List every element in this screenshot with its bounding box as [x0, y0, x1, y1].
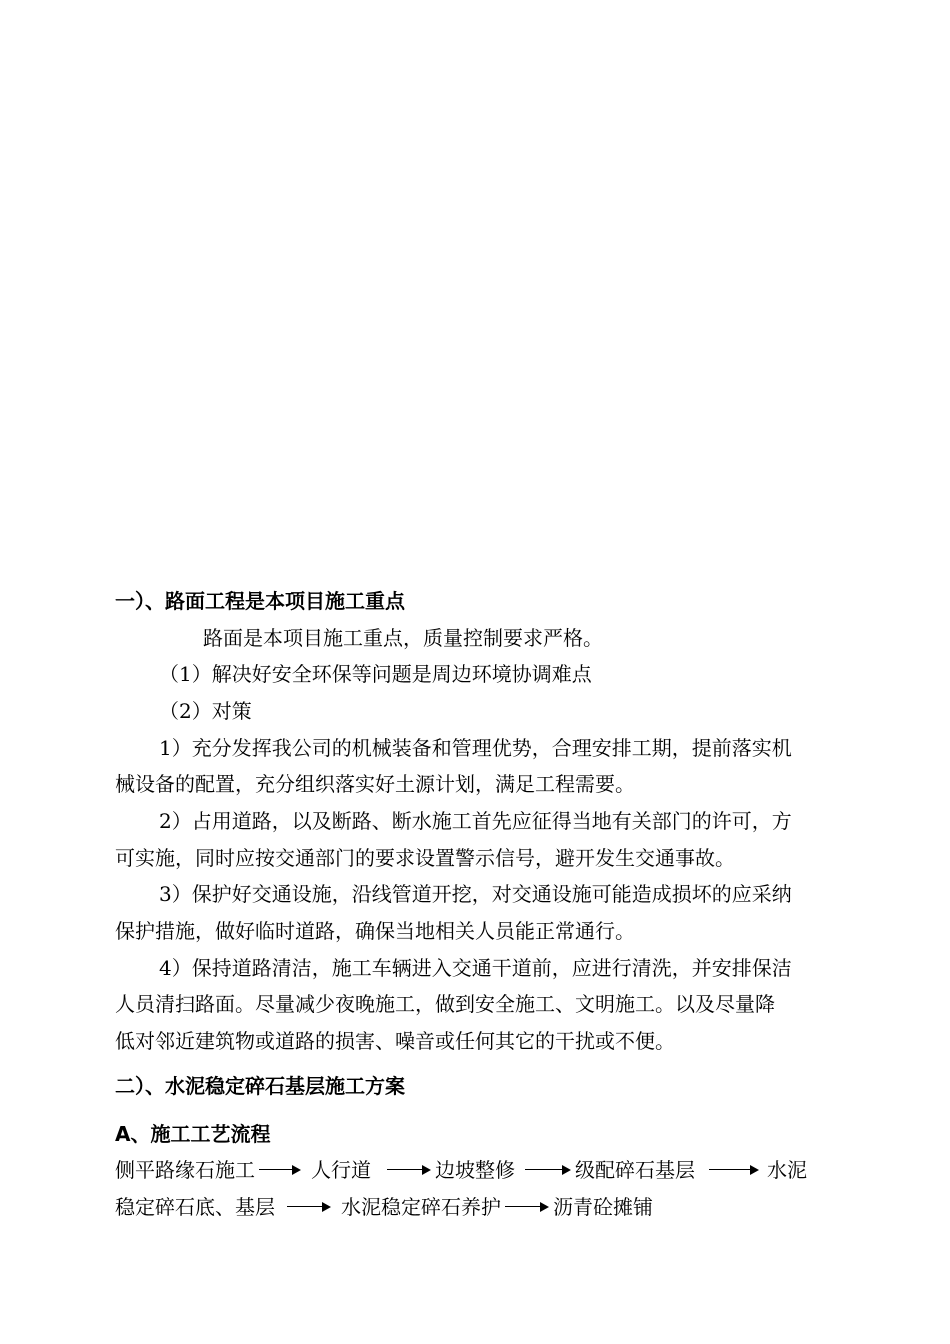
flow-step: 侧平路缘石施工: [115, 1158, 255, 1182]
arrow-right-icon: [387, 1164, 431, 1176]
arrow-right-icon: [709, 1164, 759, 1176]
arrow-right-icon: [525, 1164, 571, 1176]
arrow-right-icon: [259, 1164, 301, 1176]
section-heading-2: 二）、水泥稳定碎石基层施工方案: [115, 1074, 405, 1098]
flow-step: 水泥稳定碎石养护: [341, 1195, 501, 1219]
flow-step: 水泥: [767, 1158, 807, 1182]
paragraph-intro: 路面是本项目施工重点，质量控制要求严格。: [203, 626, 603, 650]
paragraph-3-line-2: 保护措施，做好临时道路，确保当地相关人员能正常通行。: [115, 919, 635, 943]
arrow-right-icon: [287, 1201, 331, 1213]
arrow-right-icon: [505, 1201, 549, 1213]
flow-step: 边坡整修: [435, 1158, 515, 1182]
process-flow-row-2: [115, 1193, 865, 1221]
paragraph-2-line-2: 可实施，同时应按交通部门的要求设置警示信号，避开发生交通事故。: [115, 846, 735, 870]
paragraph-2-line-1: 2）占用道路，以及断路、断水施工首先应征得当地有关部门的许可，方: [159, 809, 792, 833]
paragraph-3-line-1: 3）保护好交通设施，沿线管道开挖，对交通设施可能造成损坏的应采纳: [159, 882, 792, 906]
process-flow-row-1: [115, 1156, 865, 1184]
paragraph-1-line-2: 械设备的配置，充分组织落实好土源计划，满足工程需要。: [115, 772, 635, 796]
flow-step: 级配碎石基层: [575, 1158, 695, 1182]
section-heading-1: 一）、路面工程是本项目施工重点: [115, 589, 405, 613]
flow-step: 人行道: [311, 1158, 371, 1182]
paragraph-4-line-2: 人员清扫路面。尽量减少夜晚施工，做到安全施工、文明施工。以及尽量降: [115, 992, 775, 1016]
list-item-1: （1）解决好安全环保等问题是周边环境协调难点: [159, 662, 592, 686]
list-item-2: （2）对策: [159, 699, 252, 723]
flow-step: 沥青砼摊铺: [553, 1195, 653, 1219]
paragraph-4-line-1: 4）保持道路清洁，施工车辆进入交通干道前，应进行清洗，并安排保洁: [159, 956, 792, 980]
paragraph-4-line-3: 低对邻近建筑物或道路的损害、噪音或任何其它的干扰或不便。: [115, 1029, 675, 1053]
subheading-process-flow: A、施工工艺流程: [115, 1122, 271, 1146]
paragraph-1-line-1: 1）充分发挥我公司的机械装备和管理优势，合理安排工期，提前落实机: [159, 736, 792, 760]
flow-step: 稳定碎石底、基层: [115, 1195, 275, 1219]
